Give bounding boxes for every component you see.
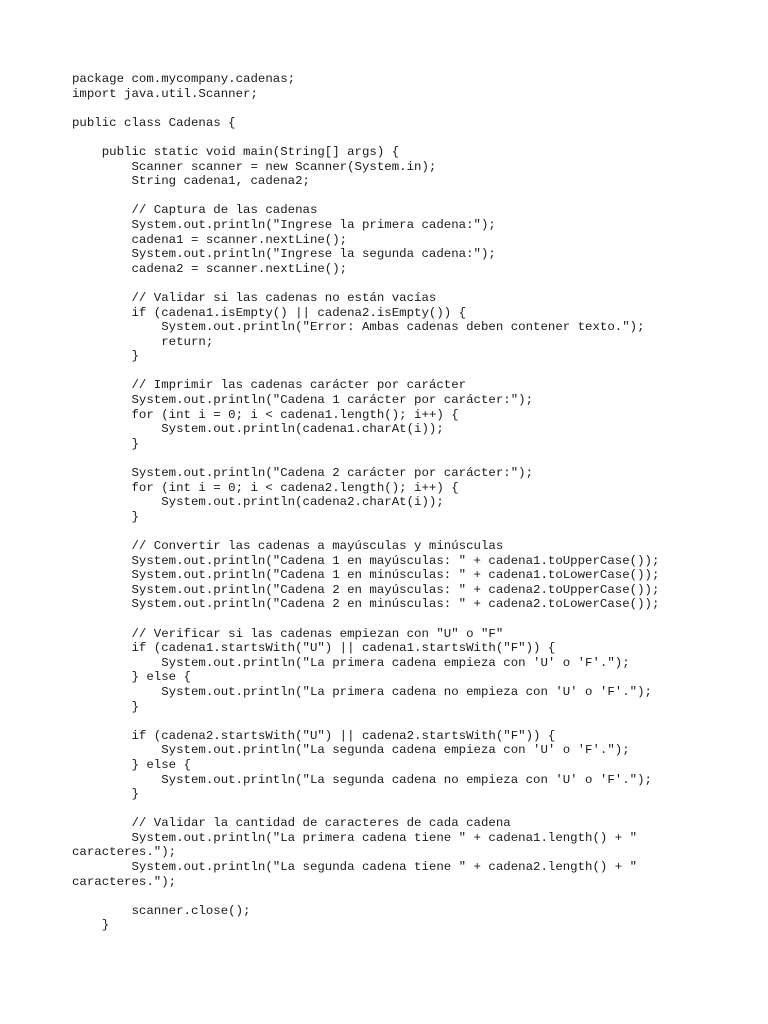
code-line <box>72 101 659 116</box>
code-line: scanner.close(); <box>72 903 251 918</box>
code-line: public class Cadenas { <box>72 115 236 130</box>
code-line <box>72 524 659 539</box>
code-line <box>72 714 659 729</box>
code-line: return; <box>72 334 214 349</box>
code-line <box>72 364 659 379</box>
code-line: System.out.println("Cadena 1 en mayúsculas: " + cadena1.toUpperCase()); <box>72 553 660 568</box>
code-line: if (cadena1.isEmpty() || cadena2.isEmpty()) { <box>72 305 467 320</box>
code-line: String cadena1, cadena2; <box>72 174 310 189</box>
code-line: System.out.println("La primera cadena no empieza con 'U' o 'F'."); <box>72 684 652 699</box>
code-line: for (int i = 0; i < cadena2.length(); i++) { <box>72 480 459 495</box>
code-line: } <box>72 349 139 364</box>
code-line: System.out.println("Cadena 2 en minúsculas: " + cadena2.toLowerCase()); <box>72 597 660 612</box>
code-line: System.out.println("Error: Ambas cadenas deben contener texto."); <box>72 320 645 335</box>
code-line: } <box>72 699 139 714</box>
code-line: } <box>72 787 139 802</box>
code-line: // Captura de las cadenas <box>72 203 318 218</box>
code-line: System.out.println("Cadena 2 en mayúsculas: " + cadena2.toUpperCase()); <box>72 582 660 597</box>
code-line: } <box>72 509 139 524</box>
code-line: // Convertir las cadenas a mayúsculas y minúsculas <box>72 539 504 553</box>
code-line: caracteres."); <box>72 845 177 860</box>
code-line: if (cadena2.startsWith("U") || cadena2.startsWith("F")) { <box>72 728 556 743</box>
code-line: System.out.println("La segunda cadena no empieza con 'U' o 'F'."); <box>72 772 652 787</box>
code-line: cadena2 = scanner.nextLine(); <box>72 261 348 276</box>
code-line: System.out.println("Cadena 1 en minúsculas: " + cadena1.toLowerCase()); <box>72 568 660 583</box>
code-line <box>72 802 659 817</box>
code-line: if (cadena1.startsWith("U") || cadena1.startsWith("F")) { <box>72 641 556 656</box>
code-line <box>72 276 659 291</box>
code-line <box>72 889 659 904</box>
code-line: System.out.println("Cadena 2 carácter por carácter:"); <box>72 466 534 481</box>
code-line: System.out.println("Ingrese la segunda cadena:"); <box>72 247 496 262</box>
code-line <box>72 130 659 145</box>
code-line: cadena1 = scanner.nextLine(); <box>72 232 348 247</box>
code-line: public static void main(String[] args) { <box>72 144 400 159</box>
code-line: } <box>72 918 110 933</box>
code-line: for (int i = 0; i < cadena1.length(); i++) { <box>72 407 459 422</box>
code-line: System.out.println("La primera cadena empieza con 'U' o 'F'."); <box>72 655 630 670</box>
code-line: // Verificar si las cadenas empiezan con "U" o "F" <box>72 626 504 641</box>
code-line: } else { <box>72 670 191 685</box>
code-line: // Imprimir las cadenas carácter por carácter <box>72 378 467 393</box>
code-line: // Validar la cantidad de caracteres de cada cadena <box>72 816 511 831</box>
code-line <box>72 612 659 627</box>
code-line: // Validar si las cadenas no están vacías <box>72 290 437 305</box>
code-line: import java.util.Scanner; <box>72 86 258 101</box>
code-line: package com.mycompany.cadenas; <box>72 72 296 86</box>
code-line: System.out.println("La primera cadena tiene " + cadena1.length() + " <box>72 830 638 845</box>
code-line: Scanner scanner = new Scanner(System.in); <box>72 159 437 174</box>
code-line: } <box>72 436 139 451</box>
code-line: System.out.println(cadena1.charAt(i)); <box>72 422 444 437</box>
code-line: } else { <box>72 757 191 772</box>
code-line: System.out.println("Ingrese la primera cadena:"); <box>72 217 496 232</box>
code-line <box>72 451 659 466</box>
code-line: System.out.println("La segunda cadena tiene " + cadena2.length() + " <box>72 860 638 875</box>
code-line <box>72 189 659 204</box>
code-line: System.out.println("La segunda cadena empieza con 'U' o 'F'."); <box>72 743 630 758</box>
code-line: System.out.println(cadena2.charAt(i)); <box>72 495 444 510</box>
code-line: caracteres."); <box>72 874 177 889</box>
code-line: System.out.println("Cadena 1 carácter por carácter:"); <box>72 393 534 408</box>
code-block <box>72 72 659 933</box>
